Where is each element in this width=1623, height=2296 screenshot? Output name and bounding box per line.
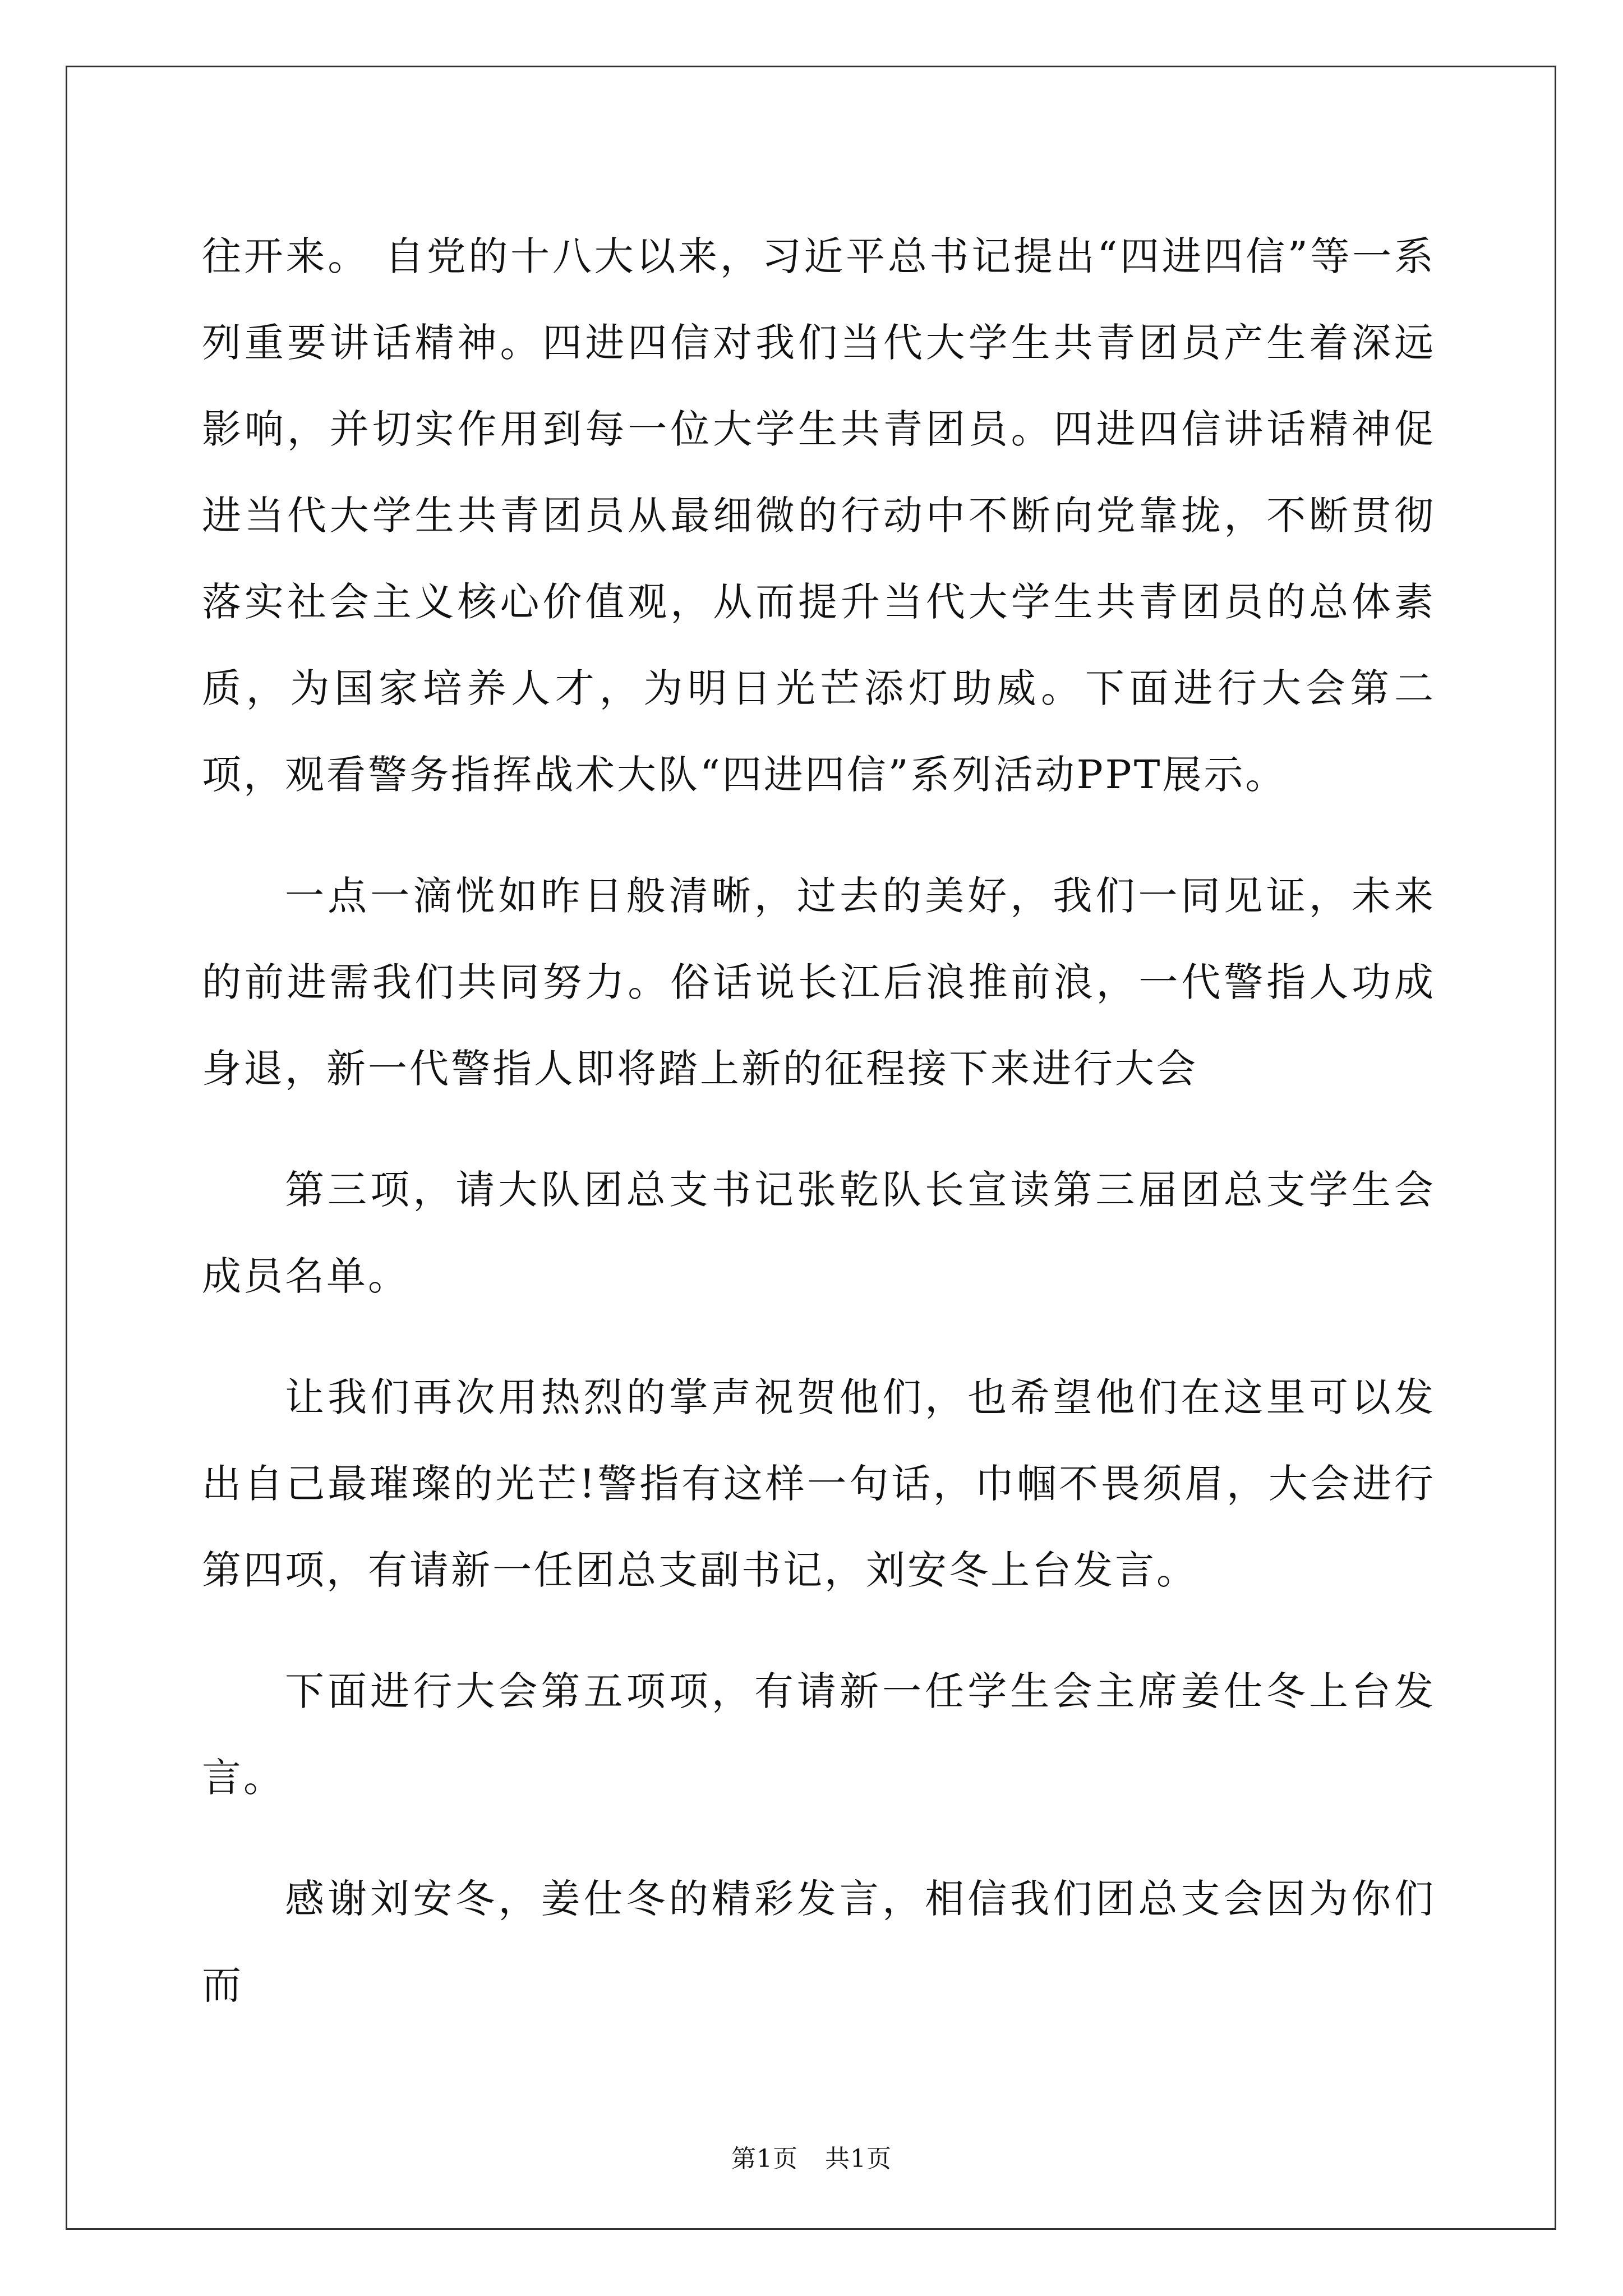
page-number: 第1页	[731, 2145, 798, 2173]
document-body	[202, 213, 1436, 2063]
page-total: 共1页	[825, 2145, 892, 2173]
page-footer	[0, 2138, 1623, 2174]
paragraph-2: 一点一滴恍如昨日般清晰，过去的美好，我们一同见证，未来的前进需我们共同努力。俗话说长江后浪推前浪，一代警指人功成身退，新一代警指人即将踏上新的征程接下来进行大会	[202, 873, 1436, 1092]
paragraph-5: 下面进行大会第五项项，有请新一任学生会主席姜仕冬上台发言。	[202, 1668, 1436, 1801]
paragraph-4: 让我们再次用热烈的掌声祝贺他们，也希望他们在这里可以发出自己最璀璨的光芒!警指有这样一句话，巾帼不畏须眉，大会进行第四项，有请新一任团总支副书记，刘安冬上台发言。	[202, 1374, 1436, 1593]
paragraph-3: 第三项，请大队团总支书记张乾队长宣读第三届团总支学生会成员名单。	[202, 1167, 1436, 1299]
paragraph-6: 感谢刘安冬，姜仕冬的精彩发言，相信我们团总支会因为你们而	[202, 1876, 1436, 2008]
paragraph-1: 往开来。 自党的十八大以来，习近平总书记提出“四进四信”等一系列重要讲话精神。四进四信对我们当代大学生共青团员产生着深远影响，并切实作用到每一位大学生共青团员。四进四信讲话精神促进当代大学生共青团员从最细微的行动中不断向党靠拢，不断贯彻落实社会主义核心价值观，从而提升当代大学生共青团员的总体素质，为国家培养人才，为明日光芒添灯助威。下面进行大会第二项，观看警务指挥战术大队“四进四信”系列活动PPT展示。	[202, 233, 1436, 798]
